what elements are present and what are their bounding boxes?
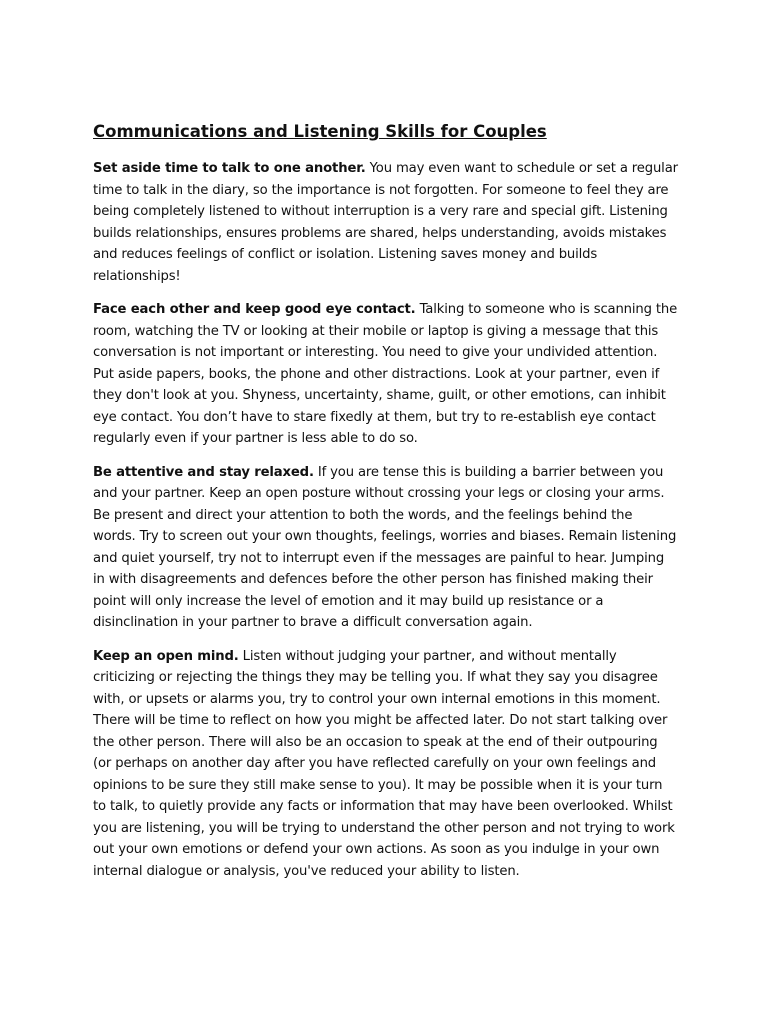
- paragraph-heading: Face each other and keep good eye contact.: [93, 302, 416, 317]
- paragraph-eye-contact: [93, 299, 678, 450]
- paragraph-talk-time: [93, 158, 678, 287]
- paragraph-body: If you are tense this is building a barrier between you and your partner. Keep an open posture without crossing your legs or closing your arms. Be present and direct your attention to both the words, and the feelings behind the words. Try to screen out your own thoughts, feelings, worries and biases. Remain listening and quiet yourself, try not to interrupt even if the messages are painful to hear. Jumping in with disagreements and defences before the other person has finished making their point will only increase the level of emotion and it may build up resistance or a disinclination in your partner to brave a difficult conversation again.: [93, 464, 677, 630]
- paragraph-body: You may even want to schedule or set a regular time to talk in the diary, so the importance is not forgotten. For someone to feel they are being completely listened to without interruption is a very rare and special gift. Listening builds relationships, ensures problems are shared, helps understanding, avoids mistakes and reduces feelings of conflict or isolation. Listening saves money and builds relationships!: [93, 161, 678, 284]
- document-page: [93, 120, 678, 894]
- paragraph-heading: Set aside time to talk to one another.: [93, 161, 366, 176]
- document-title: Communications and Listening Skills for Couples: [93, 122, 547, 141]
- paragraph-attentive: [93, 462, 678, 634]
- paragraph-body: Listen without judging your partner, and without mentally criticizing or rejecting the things they may be telling you. If what they say you disagree with, or upsets or alarms you, try to control your own internal emotions in this moment. There will be time to reflect on how you might be affected later. Do not start talking over the other person. There will also be an occasion to speak at the end of their outpouring (or perhaps on another day after you have reflected carefully on your own feelings and opinions to be sure they still make sense to you). It may be possible when it is your turn to talk, to quietly provide any facts or information that may have been overlooked. Whilst you are listening, you will be trying to understand the other person and not trying to work out your own emotions or defend your own actions. As soon as you indulge in your own internal dialogue or analysis, you've reduced your ability to listen.: [93, 648, 675, 879]
- paragraph-body: Talking to someone who is scanning the room, watching the TV or looking at their mobile or laptop is giving a message that this conversation is not important or interesting. You need to give your undivided attention. Put aside papers, books, the phone and other distractions. Look at your partner, even if they don't look at you. Shyness, uncertainty, shame, guilt, or other emotions, can inhibit eye contact. You don’t have to stare fixedly at them, but try to re-establish eye contact regularly even if your partner is less able to do so.: [93, 302, 678, 446]
- paragraph-heading: Be attentive and stay relaxed.: [93, 464, 314, 480]
- paragraph-open-mind: [93, 646, 678, 883]
- paragraph-heading: Keep an open mind.: [93, 648, 239, 664]
